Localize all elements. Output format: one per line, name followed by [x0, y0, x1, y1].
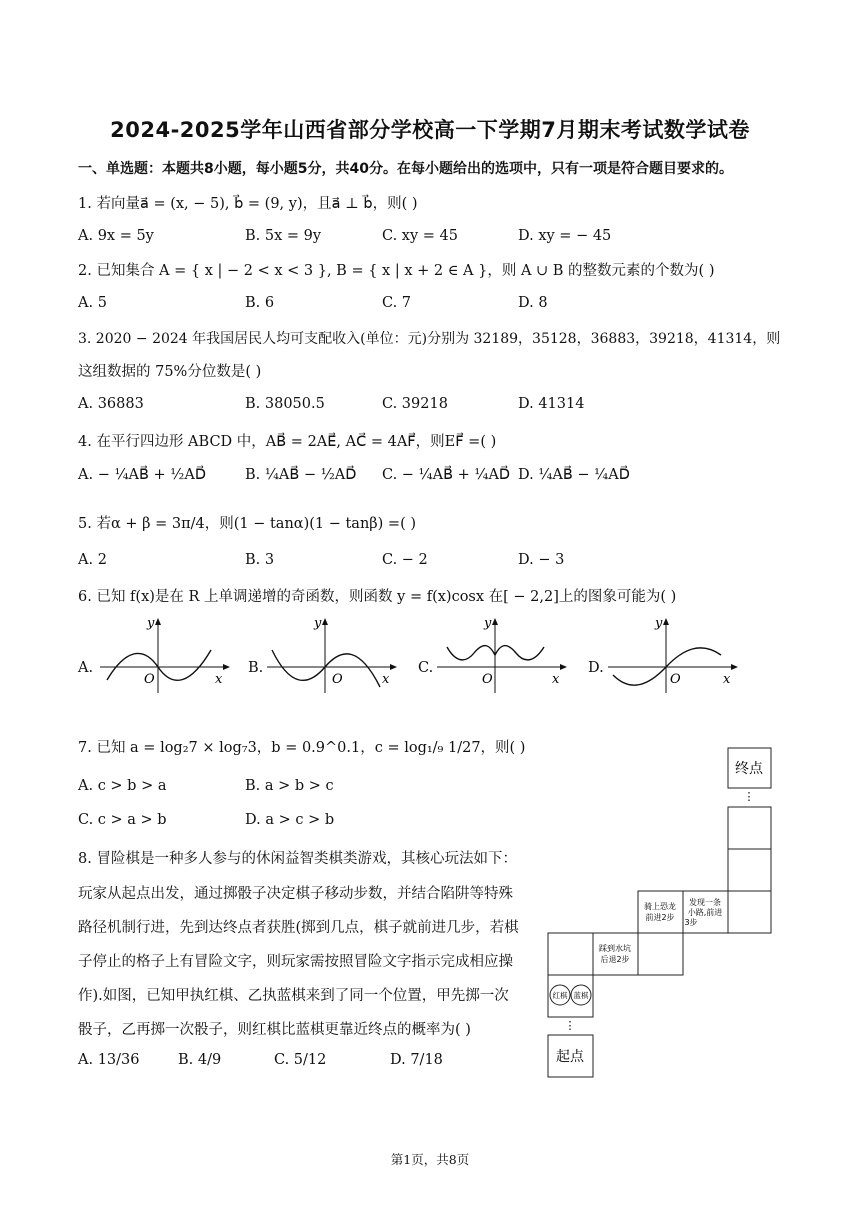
board-cell-trap	[593, 933, 638, 975]
board-dragon-line2: 前进2步	[645, 913, 675, 922]
q6-option-d-label: D.	[588, 660, 604, 676]
q6-graph-c-x-label: x	[552, 672, 560, 687]
q5-option-b: B. 3	[245, 552, 275, 568]
q7-option-b: B. a > b > c	[245, 778, 334, 794]
page-title: 2024-2025学年山西省部分学校高一下学期7月期末考试数学试卷	[110, 118, 750, 142]
q6-option-a-label: A.	[78, 660, 94, 676]
q6-graph-a	[95, 615, 235, 695]
red-piece-label: 红棋	[552, 991, 568, 1000]
board-dots-top: ⋮	[743, 790, 755, 803]
q2-option-d: D. 8	[518, 295, 548, 311]
q8-stem-line4: 子停止的格子上有冒险文字，则玩家需按照冒险文字指示完成相应操	[78, 954, 513, 970]
q8-stem-line1: 8. 冒险棋是一种多人参与的休闲益智类棋类游戏，其核心玩法如下：	[78, 851, 517, 867]
q6-graph-b-x-label: x	[382, 672, 390, 687]
q4-stem: 4. 在平行四边形 ABCD 中，AB⃗ = 2AE⃗, AC⃗ = 4AF⃗，则EF⃗ =( )	[78, 434, 497, 450]
q8-option-a: A. 13/36	[78, 1052, 140, 1068]
board-path-line3: 3步	[684, 918, 698, 927]
page-footer: 第1页，共8页	[390, 1152, 470, 1167]
q8-stem-line2: 玩家从起点出发，通过掷骰子决定棋子移动步数，并结合陷阱等特殊	[78, 886, 513, 902]
board-dots-bottom: ⋮	[564, 1019, 576, 1032]
q1-option-d: D. xy = − 45	[518, 228, 612, 244]
q3-option-d: D. 41314	[518, 396, 585, 412]
q6-graph-b-y-label: y	[314, 616, 322, 631]
q8-stem-line5: 作).如图，已知甲执红棋、乙执蓝棋来到了同一个位置，甲先掷一次	[78, 988, 509, 1004]
q5-option-d: D. − 3	[518, 552, 565, 568]
q1-option-a: A. 9x = 5y	[78, 228, 154, 244]
q7-option-d: D. a > c > b	[245, 812, 335, 828]
q2-option-b: B. 6	[245, 295, 275, 311]
q1-option-c: C. xy = 45	[382, 228, 458, 244]
q6-graph-c	[432, 615, 572, 695]
q6-graph-a-y-label: y	[147, 616, 155, 631]
q8-board-diagram	[545, 745, 775, 1080]
q5-stem: 5. 若α + β = 3π/4，则(1 − tanα)(1 − tanβ) =( )	[78, 516, 417, 532]
q3-option-b: B. 38050.5	[245, 396, 325, 412]
q2-stem: 2. 已知集合 A = { x | − 2 < x < 3 }, B = { x | x + 2 ∈ A }，则 A ∪ B 的整数元素的个数为( )	[78, 263, 715, 279]
q8-option-d: D. 7/18	[390, 1052, 443, 1068]
q7-option-c: C. c > a > b	[78, 812, 167, 828]
q4-option-a: A. − ¼AB⃗ + ½AD⃗	[78, 467, 206, 483]
q6-graph-a-origin: O	[144, 672, 155, 687]
q8-option-b: B. 4/9	[178, 1052, 222, 1068]
section-heading: 一、单选题：本题共8小题，每小题5分，共40分。在每小题给出的选项中，只有一项是符合题目要求的。	[78, 161, 733, 177]
q6-graph-d-x-label: x	[723, 672, 731, 687]
q6-option-b-label: B.	[248, 660, 264, 676]
q4-option-b: B. ¼AB⃗ − ½AD⃗	[245, 467, 357, 483]
board-end-label: 终点	[735, 761, 763, 777]
q6-option-c-label: C.	[418, 660, 434, 676]
q6-stem: 6. 已知 f(x)是在 R 上单调递增的奇函数，则函数 y = f(x)cosx 在[ − 2,2]上的图象可能为( )	[78, 589, 677, 605]
board-trap-line1: 踩到水坑	[599, 944, 631, 953]
q3-option-a: A. 36883	[78, 396, 144, 412]
q7-option-a: A. c > b > a	[78, 778, 167, 794]
board-trap-line2: 后退2步	[600, 955, 630, 964]
board-dragon-line1: 骑上恐龙	[644, 902, 676, 911]
q8-stem-line6: 骰子，乙再掷一次骰子，则红棋比蓝棋更靠近终点的概率为( )	[78, 1022, 471, 1038]
q4-option-d: D. ¼AB⃗ − ¼AD⃗	[518, 467, 630, 483]
board-path-line2: 小路,前进	[687, 908, 723, 917]
blue-piece-label: 蓝棋	[573, 991, 589, 1000]
q3-stem-line1: 3. 2020 − 2024 年我国居民人均可支配收入(单位：元)分别为 32189，35128，36883，39218，41314，则	[78, 331, 781, 347]
q8-option-c: C. 5/12	[274, 1052, 327, 1068]
q7-stem: 7. 已知 a = log₂7 × log₇3，b = 0.9^0.1，c = log₁/₉ 1/27，则( )	[78, 740, 526, 756]
q1-option-b: B. 5x = 9y	[245, 228, 322, 244]
q6-graph-c-y-label: y	[484, 616, 492, 631]
board-cell-dragon	[638, 891, 683, 933]
q3-stem-line2: 这组数据的 75%分位数是( )	[78, 364, 262, 380]
q6-graph-d-y-label: y	[655, 616, 663, 631]
board-start-label: 起点	[556, 1049, 584, 1065]
q8-stem-line3: 路径机制行进，先到达终点者获胜(掷到几点，棋子就前进几步，若棋	[78, 920, 519, 936]
q6-graph-d-origin: O	[670, 672, 681, 687]
q5-option-c: C. − 2	[382, 552, 428, 568]
q6-graph-b-origin: O	[332, 672, 343, 687]
q1-stem: 1. 若向量a⃗ = (x, − 5), b⃗ = (9, y)，且a⃗ ⊥ b⃗，则( )	[78, 196, 418, 212]
board-path-line1: 发现一条	[689, 898, 721, 907]
q2-option-c: C. 7	[382, 295, 412, 311]
q5-option-a: A. 2	[78, 552, 107, 568]
q6-graph-a-x-label: x	[215, 672, 223, 687]
q4-option-c: C. − ¼AB⃗ + ¼AD⃗	[382, 467, 511, 483]
q6-graph-c-origin: O	[482, 672, 493, 687]
q6-graph-b	[262, 615, 402, 695]
q6-graph-d	[603, 615, 743, 695]
q3-option-c: C. 39218	[382, 396, 448, 412]
q2-option-a: A. 5	[78, 295, 107, 311]
